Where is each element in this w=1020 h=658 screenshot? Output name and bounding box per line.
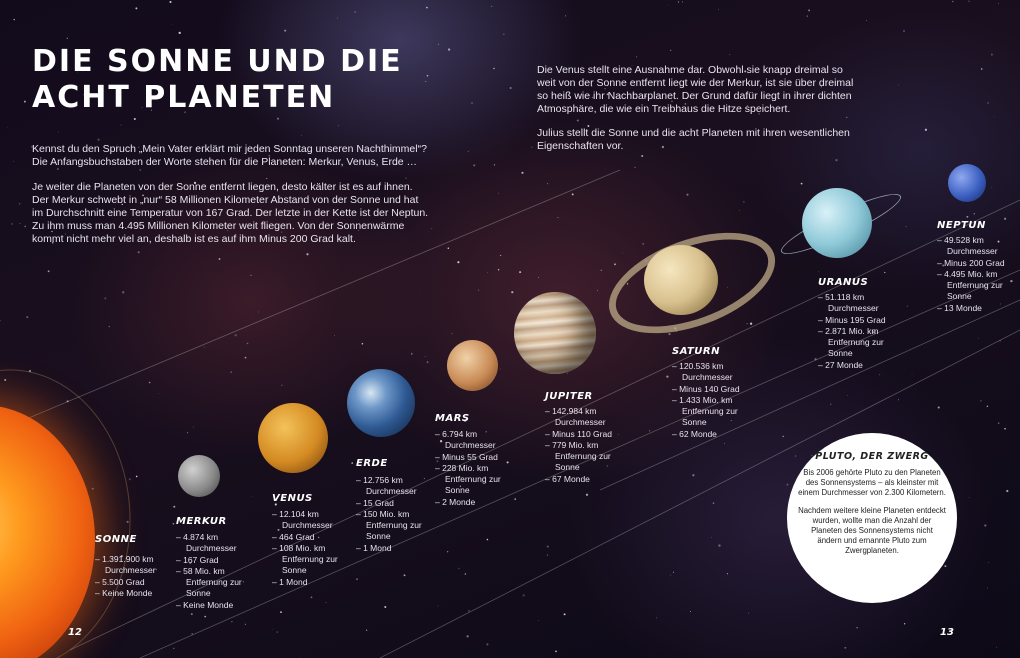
earth-label: ERDE [356,458,388,469]
star [987,406,988,407]
star [686,194,688,196]
star [486,643,488,645]
uranus-image [802,188,872,258]
star [411,353,412,354]
star [818,271,819,272]
star [404,574,406,576]
star [247,343,249,345]
star [968,1,969,2]
star [636,56,637,57]
star [478,289,479,290]
fact-item: – Minus 140 Grad [672,384,742,395]
star [510,87,512,89]
star [641,155,643,157]
star [966,216,968,218]
star [998,3,999,4]
star [235,334,237,336]
star [727,573,728,574]
mercury-label: MERKUR [176,516,227,527]
star [67,38,68,39]
fact-item: – 142.984 km Durchmesser [545,406,615,429]
star [458,568,459,569]
intro-paragraph-1: Kennst du den Spruch „Mein Vater erklärt mir jeden Sonntag unseren Nachthimmel“? Die Anfangsbuchstaben der Worte stehen für die Planeten: Merkur, Venus, Erde … [32,143,427,168]
star [58,132,59,133]
fact-item: – 228 Mio. km Entfernung zur Sonne [435,463,505,497]
star [284,30,286,32]
star [564,613,566,615]
saturn-facts [672,361,742,440]
star [898,85,899,86]
star [139,169,141,171]
star [989,562,990,563]
star [718,9,719,10]
star [465,573,467,575]
star [384,606,386,608]
star [136,476,138,478]
earth-image [347,369,415,437]
star [281,385,282,386]
star [1004,218,1006,220]
star [782,436,784,438]
star [104,297,106,299]
star [996,647,997,648]
venus-image [258,403,328,473]
star [1004,428,1006,430]
star [847,395,848,396]
star [884,272,885,273]
star [26,316,28,318]
fact-item: – Keine Monde [176,600,246,611]
star [11,223,13,225]
pluto-title: PLUTO, DER ZWERG [815,451,929,462]
star [468,610,470,612]
star [129,478,131,480]
star [498,193,499,194]
star [904,623,905,624]
star [622,252,623,253]
star [711,537,712,538]
star [425,356,426,357]
uranus-label: URANUS [818,277,869,288]
star [507,461,509,463]
star [991,54,993,56]
star [173,648,174,649]
star [718,544,720,546]
star [678,1,679,2]
mercury-facts [176,532,246,611]
fact-item: – 4.495 Mio. km Entfernung zur Sonne [937,269,1007,303]
star [1010,280,1012,282]
star [487,272,488,273]
star [448,247,450,249]
fact-item: – 1.433 Mio. km Entfernung zur Sonne [672,395,742,429]
fact-item: – 4.874 km Durchmesser [176,532,246,555]
star [670,575,671,576]
star [998,422,999,423]
star [692,474,694,476]
star [231,621,232,622]
pluto-paragraph-1: Bis 2006 gehörte Pluto zu den Planeten des Sonnensystems – als kleinster mit einem Durchmesser von 2.300 Kilometern. [798,468,946,497]
fact-item: – 5.500 Grad [95,577,165,588]
star [747,323,748,324]
star [690,611,691,612]
star [668,333,670,335]
star [426,7,428,9]
star [447,551,448,552]
intro-paragraph-3: Die Venus stellt eine Ausnahme dar. Obwohl sie knapp dreimal so weit von der Sonne entfernt liegt wie der Merkur, ist sie über dreimal so heiß wie ihr Nachbarplanet. Der Grund dafür liegt in ihrer dichten Atmosphäre, die wie ein Treibhaus die Hitze speichert. [537,64,854,115]
star [193,426,194,427]
star [219,258,221,260]
venus-label: VENUS [272,493,313,504]
star [204,616,206,618]
star [306,253,308,255]
star [187,432,188,433]
star [351,462,353,464]
star [468,151,469,152]
star [172,24,173,25]
star [48,270,50,272]
star [567,373,568,374]
fact-item: – Minus 195 Grad [818,315,888,326]
star [498,269,499,270]
star [494,164,495,165]
star [98,139,100,141]
star [252,496,253,497]
star [467,635,469,637]
star [14,19,15,20]
star [729,54,730,55]
star [739,210,740,211]
venus-facts [272,509,342,588]
sun-label: SONNE [95,534,137,545]
star [601,270,602,271]
star [807,15,808,16]
star [898,399,899,400]
star [258,312,259,313]
star [473,164,475,166]
star [991,188,992,189]
star [149,382,151,384]
star [20,223,21,224]
fact-item: – 12.756 km Durchmesser [356,475,426,498]
star [521,172,523,174]
star [503,34,504,35]
star [547,546,549,548]
fact-item: – 13 Monde [937,303,1007,314]
earth-facts [356,475,426,554]
star [250,275,251,276]
star [0,320,1,321]
star [844,647,846,649]
star [981,68,982,69]
star [808,9,810,11]
saturn-image [644,245,718,315]
star [586,494,588,496]
star [907,305,908,306]
star [135,7,137,9]
star [925,129,927,131]
star [457,261,459,263]
star [245,624,246,625]
star [448,48,450,50]
star [866,20,867,21]
fact-item: – 2 Monde [435,497,505,508]
star [4,379,6,381]
star [558,217,559,218]
mercury-image [178,455,220,497]
star [500,369,501,370]
star [978,338,979,339]
fact-item: – 67 Monde [545,474,615,485]
star [830,403,832,405]
star [126,521,128,523]
star [427,75,429,77]
pluto-paragraph-2: Nachdem weitere kleine Planeten entdeckt wurden, wollte man die Anzahl der Planeten des Sonnensystems nicht ändern und ernannte Pluto zum Zwergplaneten. [798,506,946,555]
star [514,498,516,500]
star [191,613,193,615]
star [801,183,803,185]
star [787,484,789,486]
star [519,271,521,273]
star [362,343,364,345]
star [555,651,557,653]
star [301,135,302,136]
star [614,263,616,265]
star [984,524,986,526]
star [120,124,121,125]
uranus-facts [818,292,888,371]
fact-item: – Keine Monde [95,588,165,599]
star [994,116,995,117]
fact-item: – 779 Mio. km Entfernung zur Sonne [545,440,615,474]
title-line-1: DIE SONNE UND DIE [32,44,403,79]
star [547,555,548,556]
star [666,375,668,377]
title-line-2: ACHT PLANETEN [32,80,336,115]
star [326,602,327,603]
star [471,102,472,103]
star [846,117,847,118]
star [19,203,21,205]
fact-item: – 62 Monde [672,429,742,440]
star [230,371,232,373]
fact-item: – 51.118 km Durchmesser [818,292,888,315]
intro-paragraph-2: Je weiter die Planeten von der Sonne entfernt liegen, desto kälter ist es auf ihnen. Der Merkur schwebt in „nur“ 58 Millionen Kilometer Abstand von der Sonne und hat im Durchschnitt eine Temperatur von 167 Grad. Der letzte in der Kette ist der Neptun. Zu ihm muss man 4.495 Millionen Kilometer weit fliegen. Von der Sonnenwärme kommt nicht mehr viel an, deshalb ist es auf ihm Minus 200 Grad kalt. [32,181,429,245]
star [438,605,439,606]
star [952,1,953,2]
fact-item: – 167 Grad [176,555,246,566]
star [280,611,282,613]
intro-paragraph-4: Julius stellt die Sonne und die acht Planeten mit ihren wesentlichen Eigenschaften vor. [537,127,850,152]
page-number-left: 12 [68,627,82,638]
star [438,44,439,45]
star [13,161,14,162]
star [903,30,905,32]
star [532,147,533,148]
star [938,406,940,408]
star [597,290,598,291]
sun-facts [95,554,165,599]
star [547,183,548,184]
star [427,361,429,363]
neptune-image [948,164,986,202]
star [366,629,367,630]
star [748,613,749,614]
star [835,159,837,161]
star [523,594,525,596]
star [670,50,672,52]
star [643,243,644,244]
fact-item: – 49.528 km Durchmesser [937,235,1007,258]
fact-item: – Minus 200 Grad [937,258,1007,269]
star [173,523,175,525]
pluto-info-box [787,433,957,603]
star [356,578,358,580]
star [879,374,880,375]
star [856,627,857,628]
fact-item: – 1 Mond [356,543,426,554]
star [173,506,175,508]
star [253,317,254,318]
star [511,291,513,293]
star [138,251,140,253]
star [906,226,907,227]
fact-item: – 27 Monde [818,360,888,371]
star [192,633,193,634]
fact-item: – 1.391.900 km Durchmesser [95,554,165,577]
star [169,1,171,3]
star [618,434,619,435]
fact-item: – 58 Mio. km Entfernung zur Sonne [176,566,246,600]
mars-facts [435,429,505,508]
star [667,5,668,6]
fact-item: – 6.794 km Durchmesser [435,429,505,452]
star [572,193,574,195]
star [713,502,714,503]
star [1006,490,1008,492]
star [405,177,407,179]
star [987,587,988,588]
star [338,125,339,126]
neptune-label: NEPTUN [937,220,986,231]
star [277,118,279,120]
star [337,18,338,19]
star [24,226,26,228]
star [493,68,494,69]
star [500,255,501,256]
star [980,400,981,401]
star [92,488,94,490]
star [649,430,650,431]
star [355,11,356,12]
fact-item: – 150 Mio. km Entfernung zur Sonne [356,509,426,543]
fact-item: – Minus 110 Grad [545,429,615,440]
star [109,326,110,327]
jupiter-facts [545,406,615,485]
fact-item: – 108 Mio. km Entfernung zur Sonne [272,543,342,577]
star [7,127,8,128]
star [266,178,267,179]
star [179,32,181,34]
star [634,167,635,168]
star [311,596,313,598]
star [487,539,489,541]
star [272,629,273,630]
jupiter-label: JUPITER [545,391,593,402]
star [122,291,124,293]
fact-item: – 464 Grad [272,532,342,543]
star [425,81,426,82]
star [912,374,913,375]
page-title [32,44,403,116]
star [750,323,752,325]
fact-item: – 2.871 Mio. km Entfernung zur Sonne [818,326,888,360]
star [974,213,975,214]
star [491,6,492,7]
star [334,335,335,336]
star [452,333,453,334]
star [134,118,136,120]
fact-item: – 120.536 km Durchmesser [672,361,742,384]
star [277,631,278,632]
saturn-label: SATURN [672,346,720,357]
star [673,572,674,573]
star [944,565,946,567]
mars-image [447,340,498,391]
star [682,1,683,2]
fact-item: – Minus 55 Grad [435,452,505,463]
fact-item: – 1 Mond [272,577,342,588]
page-number-right: 13 [940,627,954,638]
mars-label: MARS [435,413,470,424]
star [538,277,539,278]
neptune-facts [937,235,1007,314]
star [656,618,657,619]
star [577,119,579,121]
jupiter-image [514,292,596,374]
fact-item: – 15 Grad [356,498,426,509]
star [724,443,725,444]
star [987,102,989,104]
star [204,347,205,348]
star [538,620,539,621]
star [158,393,159,394]
fact-item: – 12.104 km Durchmesser [272,509,342,532]
star [565,15,566,16]
star [743,201,744,202]
star [969,497,970,498]
star [245,357,247,359]
star [24,101,26,103]
star [300,657,301,658]
